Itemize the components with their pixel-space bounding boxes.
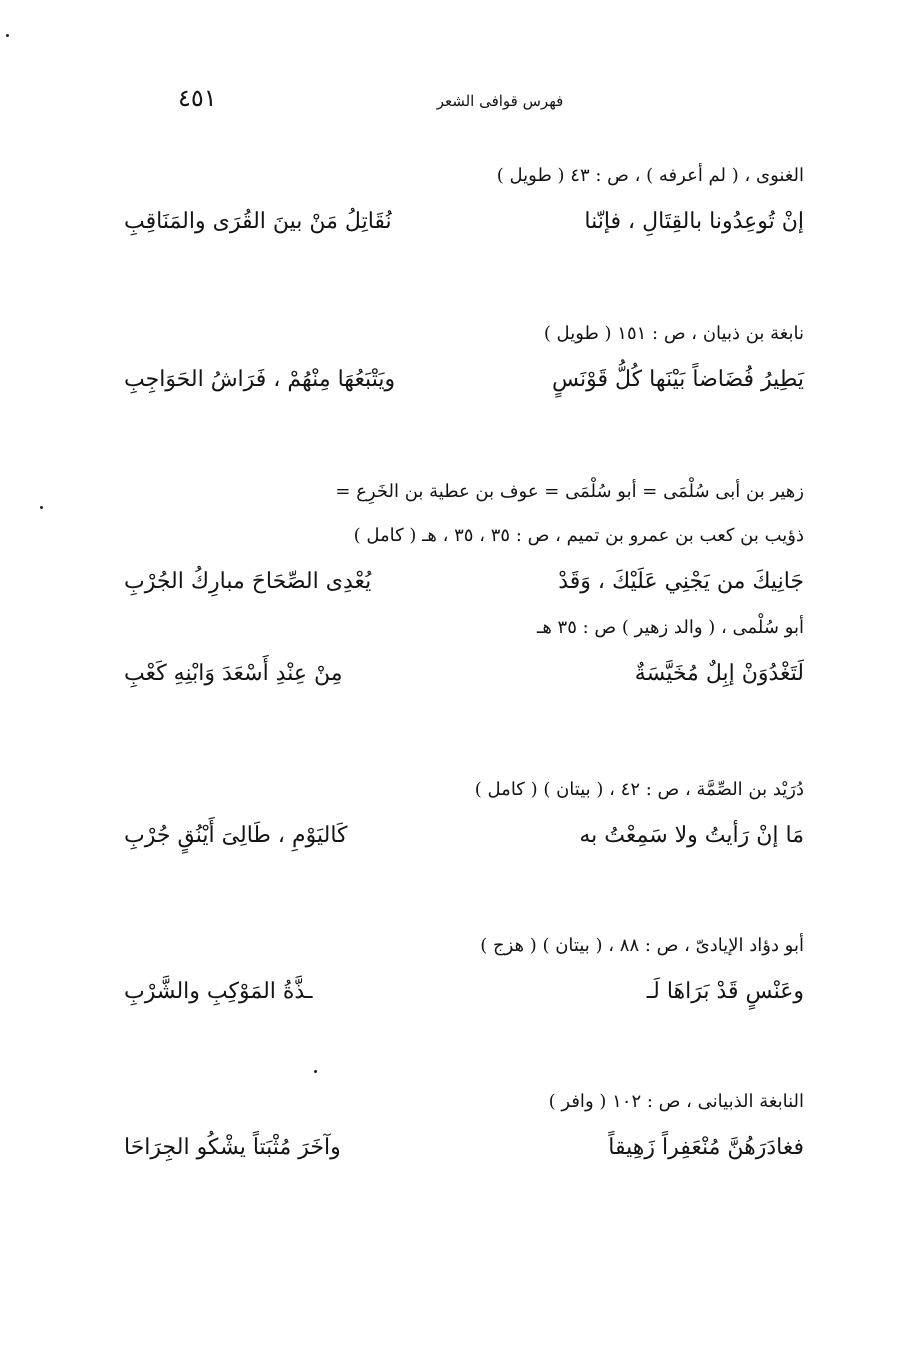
poetry-entry — [124, 154, 804, 246]
poetry-entry — [124, 470, 804, 698]
poet-info: أبو دؤاد الإيادىّ ، ص : ٨٨ ، ( بيتان ) ( هزج ) — [480, 935, 804, 956]
verse-second-hemistich: يُعْدِى الصِّحَاحَ مبارِكُ الجُرْبِ — [124, 569, 372, 594]
poet-info: نابغة بن ذبيان ، ص : ١٥١ ( طويل ) — [543, 323, 804, 344]
poet-info: أبو سُلْمى ، ( والد زهير ) ص : ٣٥ هـ — [537, 617, 804, 638]
scan-speck — [6, 34, 9, 37]
poet-info: ذؤيب بن كعب بن عمرو بن تميم ، ص : ٣٥ ، ٣٥ ، هـ ( كامل ) — [353, 525, 804, 546]
verse-first-hemistich: جَانِيكَ من يَجْنِي عَلَيْكَ ، وَقَدْ — [558, 569, 804, 594]
verse-second-hemistich: ـذَّةُ المَوْكِبِ والشَّرْبِ — [124, 979, 313, 1004]
verse-first-hemistich: يَطِيرُ فُضَاضاً بَيْنَها كُلُّ قَوْنَسٍ — [551, 367, 804, 392]
scan-speck — [314, 1070, 317, 1073]
poetry-entry — [124, 768, 804, 860]
verse-first-hemistich: وعَنْسٍ قَدْ بَرَاهَا لَـ — [646, 979, 804, 1004]
poetry-entry — [124, 312, 804, 404]
poetry-entry — [124, 1080, 804, 1172]
verse-first-hemistich: إنْ تُوعِدُونا بالقِتَالِ ، فإنّنا — [584, 209, 804, 234]
verse-second-hemistich: مِنْ عِنْدِ أَسْعَدَ وَابْنِهِ كَعْبِ — [124, 661, 343, 686]
poet-info: النابغة الذبيانى ، ص : ١٠٢ ( وافر ) — [548, 1091, 804, 1112]
poet-info: الغنوى ، ( لم أعرفه ) ، ص : ٤٣ ( طويل ) — [496, 165, 804, 186]
verse-line — [124, 198, 804, 246]
verse-second-hemistich: كَاليَوْمِ ، طَالِىَ أَيْنُقٍ جُرْبِ — [124, 823, 348, 848]
poet-info: زهير بن أبى سُلْمَى = أبو سُلْمَى = عوف بن عطية بن الخَرِع = — [335, 481, 804, 502]
verse-line — [124, 1124, 804, 1172]
running-header-title: فهرس قوافى الشعر — [436, 92, 564, 110]
verse-second-hemistich: وآخَرَ مُثْبَتاً يشْكُو الجِرَاحَا — [124, 1135, 341, 1160]
poetry-entry — [124, 924, 804, 1016]
verse-first-hemistich: مَا إنْ رَأيتُ ولا سَمِعْتُ به — [579, 823, 804, 848]
scan-speck — [40, 506, 43, 509]
verse-second-hemistich: نُقَاتِلُ مَنْ بينَ القُرَى والمَنَاقِبِ — [124, 209, 392, 234]
poet-info: دُرَيْد بن الصِّمَّة ، ص : ٤٢ ، ( بيتان ) ( كامل ) — [474, 779, 804, 800]
verse-first-hemistich: فغادَرَهُنَّ مُنْعَفِراً زَهِيقاً — [608, 1135, 804, 1160]
verse-line — [124, 650, 804, 698]
verse-line — [124, 356, 804, 404]
verse-line — [124, 812, 804, 860]
verse-line — [124, 558, 804, 606]
verse-first-hemistich: لَتَغْدُوَنْ إبِلٌ مُخَيَّسَةٌ — [634, 661, 804, 686]
verse-line — [124, 968, 804, 1016]
page-number: ٤٥١ — [178, 84, 217, 112]
verse-second-hemistich: ويَتْبَعُهَا مِنْهُمْ ، فَرَاشُ الحَوَاجِبِ — [124, 367, 396, 392]
